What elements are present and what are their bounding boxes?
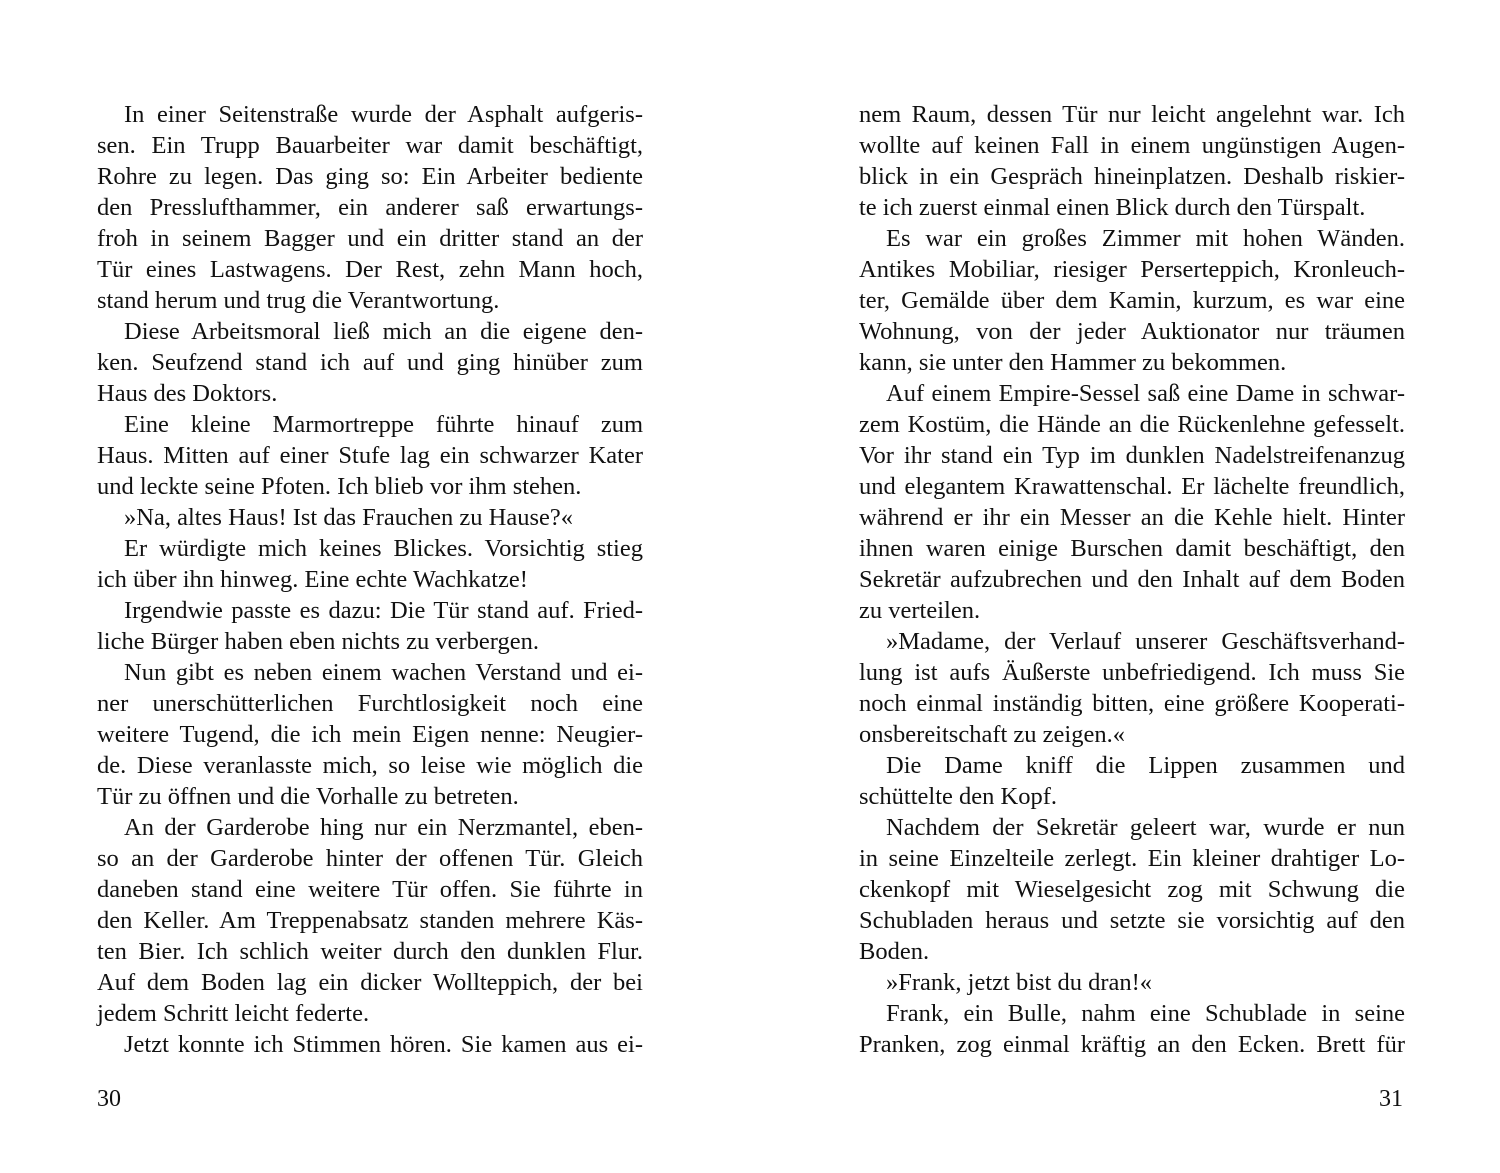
text-line: ihnen waren einige Burschen damit beschäftigt, den: [859, 535, 1405, 562]
text-line: Tür zu öffnen und die Vorhalle zu betreten.: [97, 783, 519, 810]
text-line: Haus. Mitten auf einer Stufe lag ein schwarzer Kater: [97, 442, 643, 469]
text-line: blick in ein Gespräch hineinplatzen. Deshalb riskier-: [859, 163, 1405, 190]
text-line: »Na, altes Haus! Ist das Frauchen zu Hause?«: [124, 504, 574, 531]
text-line: ten Bier. Ich schlich weiter durch den dunklen Flur.: [97, 938, 643, 965]
text-line: Auf dem Boden lag ein dicker Wollteppich, der bei: [97, 969, 643, 996]
left-page-number: 30: [97, 1086, 121, 1112]
text-line: jedem Schritt leicht federte.: [97, 1000, 370, 1027]
text-line: Irgendwie passte es dazu: Die Tür stand auf. Fried-: [124, 597, 643, 624]
text-line: Vor ihr stand ein Typ im dunklen Nadelstreifenanzug: [859, 442, 1405, 469]
text-line: während er ihr ein Messer an die Kehle hielt. Hinter: [859, 504, 1405, 531]
text-line: ken. Seufzend stand ich auf und ging hinüber zum: [97, 349, 643, 376]
text-line: de. Diese veranlasste mich, so leise wie möglich die: [97, 752, 643, 779]
right-page-number: 31: [1379, 1086, 1403, 1112]
text-line: liche Bürger haben eben nichts zu verbergen.: [97, 628, 539, 655]
text-line: ich über ihn hinweg. Eine echte Wachkatze!: [97, 566, 528, 593]
text-line: Die Dame kniff die Lippen zusammen und: [886, 752, 1405, 779]
text-line: Antikes Mobiliar, riesiger Perserteppich, Kronleuch-: [859, 256, 1405, 283]
text-line: den Keller. Am Treppenabsatz standen mehrere Käs-: [97, 907, 643, 934]
text-line: Pranken, zog einmal kräftig an den Ecken. Brett für: [859, 1031, 1405, 1058]
text-line: Jetzt konnte ich Stimmen hören. Sie kamen aus ei-: [124, 1031, 643, 1058]
text-line: wollte auf keinen Fall in einem ungünstigen Augen-: [859, 132, 1405, 159]
text-line: ter, Gemälde über dem Kamin, kurzum, es war eine: [859, 287, 1405, 314]
text-line: kann, sie unter den Hammer zu bekommen.: [859, 349, 1287, 376]
text-line: in seine Einzelteile zerlegt. Ein kleiner drahtiger Lo-: [859, 845, 1405, 872]
text-line: An der Garderobe hing nur ein Nerzmantel, eben-: [124, 814, 643, 841]
text-line: Er würdigte mich keines Blickes. Vorsichtig stieg: [124, 535, 643, 562]
text-line: zem Kostüm, die Hände an die Rückenlehne gefesselt.: [859, 411, 1405, 438]
text-line: Sekretär aufzubrechen und den Inhalt auf dem Boden: [859, 566, 1405, 593]
text-line: »Frank, jetzt bist du dran!«: [886, 969, 1153, 996]
left-page-text: [97, 99, 643, 1060]
text-line: sen. Ein Trupp Bauarbeiter war damit beschäftigt,: [97, 132, 643, 159]
text-line: te ich zuerst einmal einen Blick durch den Türspalt.: [859, 194, 1366, 221]
text-line: Es war ein großes Zimmer mit hohen Wänden.: [886, 225, 1405, 252]
text-line: In einer Seitenstraße wurde der Asphalt aufgeris-: [124, 101, 643, 128]
right-page-text: [859, 99, 1405, 1060]
text-line: »Madame, der Verlauf unserer Geschäftsverhand-: [886, 628, 1405, 655]
text-line: weitere Tugend, die ich mein Eigen nenne: Neugier-: [97, 721, 643, 748]
text-line: lung ist aufs Äußerste unbefriedigend. Ich muss Sie: [859, 659, 1405, 686]
text-line: den Presslufthammer, ein anderer saß erwartungs-: [97, 194, 643, 221]
text-line: daneben stand eine weitere Tür offen. Sie führte in: [97, 876, 643, 903]
text-line: Boden.: [859, 938, 930, 965]
text-line: Eine kleine Marmortreppe führte hinauf zum: [124, 411, 643, 438]
text-line: ner unerschütterlichen Furchtlosigkeit noch eine: [97, 690, 643, 717]
text-line: so an der Garderobe hinter der offenen Tür. Gleich: [97, 845, 643, 872]
text-line: stand herum und trug die Verantwortung.: [97, 287, 500, 314]
text-line: Wohnung, von der jeder Auktionator nur träumen: [859, 318, 1405, 345]
text-line: ckenkopf mit Wieselgesicht zog mit Schwung die: [859, 876, 1405, 903]
text-line: Diese Arbeitsmoral ließ mich an die eigene den-: [124, 318, 643, 345]
text-line: Frank, ein Bulle, nahm eine Schublade in seine: [886, 1000, 1405, 1027]
text-line: Auf einem Empire-Sessel saß eine Dame in schwar-: [886, 380, 1405, 407]
text-line: schüttelte den Kopf.: [859, 783, 1057, 810]
text-line: zu verteilen.: [859, 597, 981, 624]
text-line: nem Raum, dessen Tür nur leicht angelehnt war. Ich: [859, 101, 1405, 128]
right-page: [750, 0, 1500, 1173]
text-line: Tür eines Lastwagens. Der Rest, zehn Mann hoch,: [97, 256, 643, 283]
text-line: Schubladen heraus und setzte sie vorsichtig auf den: [859, 907, 1405, 934]
text-line: onsbereitschaft zu zeigen.«: [859, 721, 1125, 748]
text-line: Rohre zu legen. Das ging so: Ein Arbeiter bediente: [97, 163, 643, 190]
text-line: Haus des Doktors.: [97, 380, 278, 407]
text-line: und leckte seine Pfoten. Ich blieb vor ihm stehen.: [97, 473, 582, 500]
text-line: Nachdem der Sekretär geleert war, wurde er nun: [886, 814, 1405, 841]
text-line: und elegantem Krawattenschal. Er lächelte freundlich,: [859, 473, 1405, 500]
text-line: noch einmal inständig bitten, eine größere Kooperati-: [859, 690, 1405, 717]
text-line: froh in seinem Bagger und ein dritter stand an der: [97, 225, 643, 252]
text-line: Nun gibt es neben einem wachen Verstand und ei-: [124, 659, 643, 686]
